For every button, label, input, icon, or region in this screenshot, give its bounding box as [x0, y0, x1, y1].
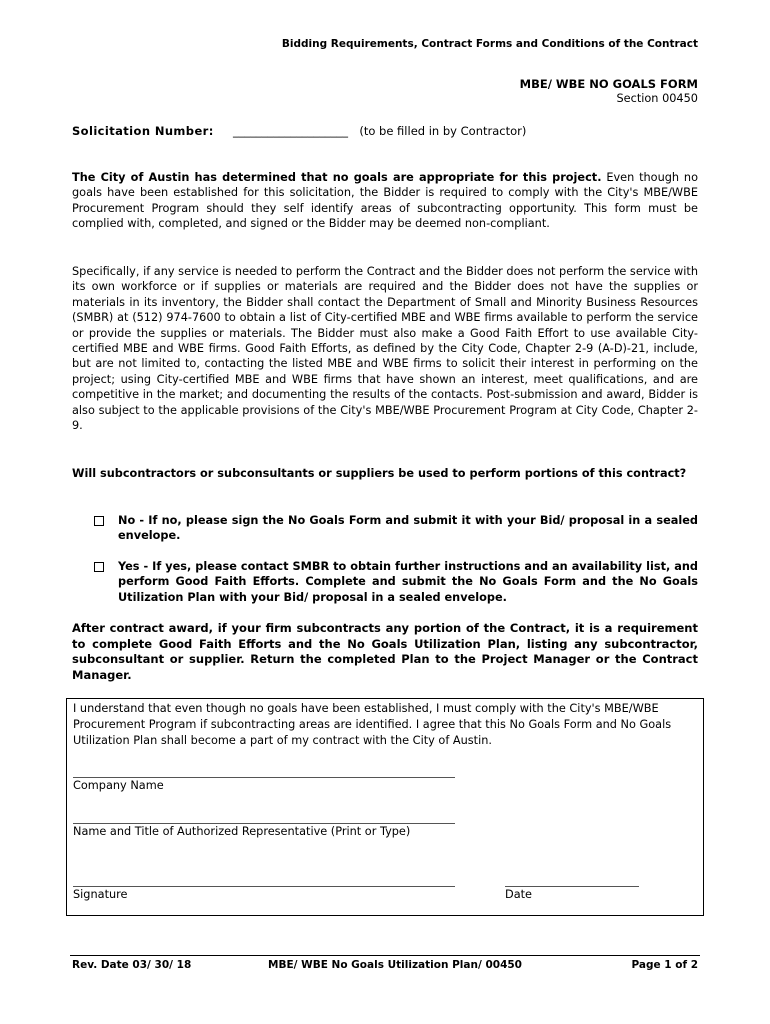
date-label: Date	[505, 888, 533, 901]
date-line[interactable]	[505, 886, 639, 887]
option-yes	[72, 559, 698, 607]
solicitation-note: (to be filled in by Contractor)	[359, 124, 527, 138]
yes-checkbox[interactable]	[94, 562, 104, 572]
after-award-paragraph: After contract award, if your firm subcontracts any portion of the Contract, it is a requirement to complete Good Faith Efforts and the No Goals Utilization Plan, listing any subcontractor, subconsultant or supplier. Return the completed Plan to the Project Manager or the Contract Manager.	[72, 621, 698, 682]
signature-box	[66, 698, 704, 916]
option-yes-text: Yes - If yes, please contact SMBR to obtain further instructions and an availability list, and perform Good Faith Efforts. Complete and submit the No Goals Form and the No Goals Utilization Plan with your Bid/ proposal in a sealed envelope.	[118, 560, 698, 604]
signature-label: Signature	[73, 888, 128, 901]
specifics-paragraph: Specifically, if any service is needed to perform the Contract and the Bidder does not perform the service with its own workforce or if supplies or materials are required and the Bidder does not have the supplies or materials in its inventory, the Bidder shall contact the Department of Small and Minority Business Resources (SMBR) at (512) 974-7600 to obtain a list of City-certified MBE and WBE firms available to perform the service or provide the supplies or materials. The Bidder must also make a Good Faith Effort to use available City-certified MBE and WBE firms. Good Faith Efforts, as defined by the City Code, Chapter 2-9 (A-D)-21, include, but are not limited to, contacting the listed MBE and WBE firms to solicit their interest in performing on the project; using City-certified MBE and WBE firms that have shown an interest, meet qualifications, and are competitive in the market; and documenting the results of the contacts. Post-submission and award, Bidder is also subject to the applicable provisions of the City's MBE/WBE Procurement Program at City Code, Chapter 2-9.	[72, 265, 698, 433]
form-title: MBE/ WBE NO GOALS FORM	[519, 77, 698, 91]
section-number: Section 00450	[616, 92, 698, 105]
footer-rule	[70, 955, 700, 956]
solicitation-row	[72, 124, 526, 138]
intro-paragraph	[72, 170, 698, 232]
footer-document: MBE/ WBE No Goals Utilization Plan/ 00450	[268, 959, 522, 971]
subcontractor-question: Will subcontractors or subconsultants or suppliers be used to perform portions of this contract?	[72, 467, 687, 480]
signature-line[interactable]	[73, 886, 455, 887]
running-header: Bidding Requirements, Contract Forms and Conditions of the Contract	[281, 38, 698, 50]
option-no-text: No - If no, please sign the No Goals Form and submit it with your Bid/ proposal in a sealed envelope.	[118, 514, 698, 543]
representative-label: Name and Title of Authorized Representative (Print or Type)	[73, 825, 411, 838]
agreement-statement: I understand that even though no goals have been established, I must comply with the City's MBE/WBE Procurement Program if subcontracting areas are identified. I agree that this No Goals Form and No Goals Utilization Plan shall become a part of my contract with the City of Austin.	[73, 702, 672, 747]
representative-line[interactable]	[73, 823, 455, 824]
company-name-label: Company Name	[73, 779, 164, 792]
company-name-line[interactable]	[73, 777, 455, 778]
footer-rev-date: Rev. Date 03/ 30/ 18	[72, 959, 192, 971]
solicitation-number-field[interactable]: ____________________	[233, 124, 349, 138]
footer-page-number: Page 1 of 2	[631, 959, 698, 971]
intro-body: Even though no goals have been established for this solicitation, the Bidder is required to comply with the City's MBE/WBE Procurement Program should they self identify areas of subcontracting opportunity. This form must be complied with, completed, and signed or the Bidder may be deemed non-compliant.	[72, 171, 698, 231]
option-no	[72, 513, 698, 545]
no-checkbox[interactable]	[94, 516, 104, 526]
solicitation-label: Solicitation Number:	[72, 124, 214, 138]
intro-bold-lead: The City of Austin has determined that no goals are appropriate for this project.	[72, 171, 602, 184]
